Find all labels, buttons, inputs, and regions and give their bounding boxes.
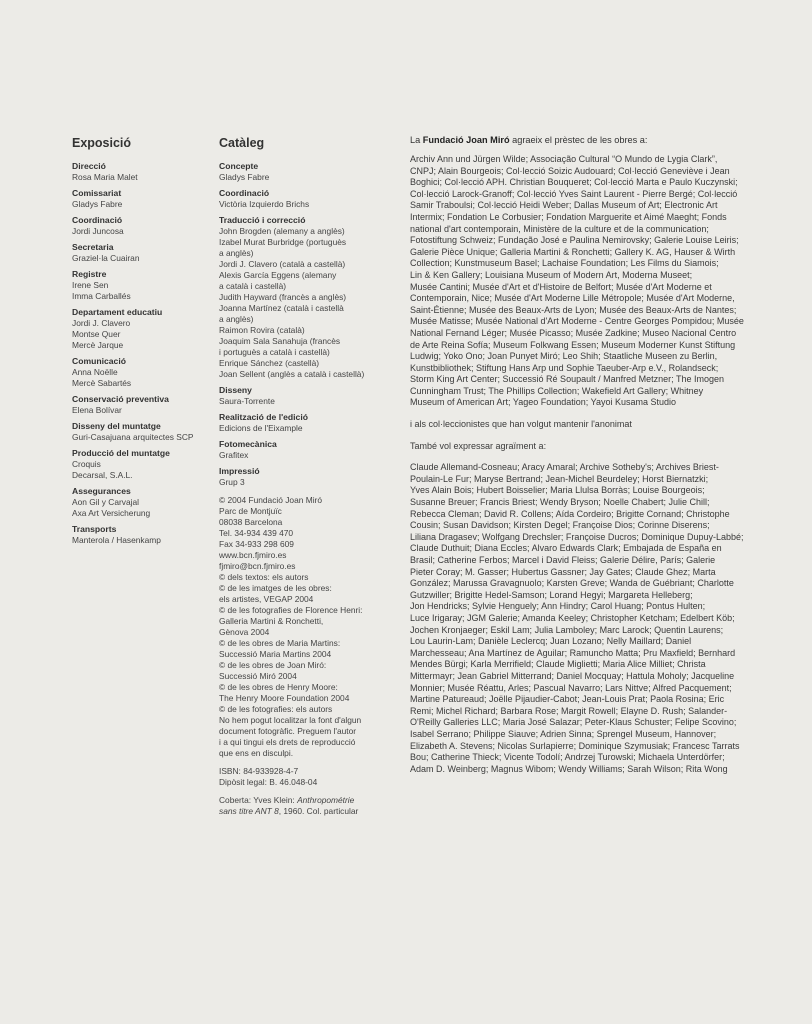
exposicio-section <box>72 524 212 546</box>
exposicio-sections <box>72 161 212 546</box>
thanks-line: Poulain-Le Fur; Maryse Bertrand; Jean-Michel Beurdeley; Horst Biernatzki; <box>410 473 709 484</box>
exposicio-section-label: Secretaria <box>72 242 114 252</box>
thanks-line: Remi; Michel Richard; Barbara Rose; Margit Rowell; Elayne D. Rush; Salander- <box>410 705 728 716</box>
cataleg-section-label: Disseny <box>219 385 252 395</box>
lenders-line: Cunningham Trust; The Phillips Collection; Wakefield Art Gallery; Whitney <box>410 385 704 396</box>
copyright-line: © de les imatges de les obres: <box>219 583 332 593</box>
cover-credit-prefix: Coberta: Yves Klein: <box>219 795 298 805</box>
thanks-line: Mittermayr; Jean Gabriel Mitterrand; Daniel Mocquay; Hattula Moholy; Jacqueline <box>410 670 735 681</box>
exposicio-section-label: Disseny del muntatge <box>72 421 161 431</box>
exposicio-section-line: Manterola / Hasenkamp <box>72 535 161 545</box>
cataleg-section-line: John Brogden (alemany a anglès) <box>219 226 345 236</box>
lenders-line: Musée Cantini; Musée d'Art et d'Histoire de Belfort; Musée d'Art Moderne et <box>410 281 712 292</box>
exposicio-column <box>72 134 212 551</box>
exposicio-section-line: Gladys Fabre <box>72 199 123 209</box>
cataleg-section-line: i portuguès a català i castellà) <box>219 347 330 357</box>
exposicio-section-line: Axa Art Versicherung <box>72 508 151 518</box>
copyright-block <box>219 495 389 759</box>
copyright-line: que ens en disculpi. <box>219 748 294 758</box>
thanks-line: Rebecca Cleman; David R. Collens; Aída Cordeiro; Brigitte Cornand; Christophe <box>410 508 730 519</box>
cataleg-section-line: a català i castellà) <box>219 281 287 291</box>
thanks-line: Lou Laurin-Lam; Danièle Leclercq; Juan Lozano; Nelly Maillard; Daniel <box>410 636 692 647</box>
lenders-line: Lin & Ken Gallery; Louisiana Museum of Modern Art, Moderna Museet; <box>410 269 693 280</box>
copyright-line: © de les obres de Henry Moore: <box>219 682 338 692</box>
copyright-line: Successió Miró 2004 <box>219 671 297 681</box>
lenders-line: Collection; Kunstmuseum Basel; Lachaise Foundation; Les Films du Siamois; <box>410 258 719 269</box>
exposicio-section-line: Rosa Maria Malet <box>72 172 138 182</box>
thanks-line: Liliana Dragasev; Wolfgang Drechsler; Françoise Ducros; Dominique Dupuy-Labbé; <box>410 531 744 542</box>
exposicio-section-line: Anna Noëlle <box>72 367 118 377</box>
exposicio-section-label: Departament educatiu <box>72 307 163 317</box>
exposicio-section <box>72 356 212 389</box>
diposit-legal: Dipòsit legal: B. 46.048-04 <box>219 777 318 787</box>
lenders-line: Fotostiftung Schweiz; Fundação José e Paulina Nemirovsky; Galerie Louise Leiris; <box>410 235 739 246</box>
lenders-line: CNPJ; Alain Bourgeois; Col·lecció Soizic Audouard; Col·lecció Geneviève i Jean <box>410 165 730 176</box>
cataleg-section-line: Joan Sellent (anglès a català i castellà) <box>219 369 365 379</box>
thanks-line: Mendes Bürgi; Karla Merrifield; Claude Miglietti; Maria Alice Milliet; Christa <box>410 659 706 670</box>
cataleg-section-line: Edicions de l'Eixample <box>219 423 303 433</box>
exposicio-section-line: Montse Quer <box>72 329 121 339</box>
thanks-line: Claude Allemand-Cosneau; Aracy Amaral; Archive Sotheby's; Archives Briest- <box>410 462 719 473</box>
cover-work-title-1: Anthropométrie <box>297 795 355 805</box>
cataleg-section-line: a anglès) <box>219 248 254 258</box>
cataleg-section-line: Izabel Murat Burbridge (portuguès <box>219 237 347 247</box>
thanks-paragraph <box>410 462 778 775</box>
lenders-line: Galerie Pièce Unique; Galleria Martini & Ronchetti; Gallery K. AG, Hauser & Wirth <box>410 246 736 257</box>
exposicio-section-label: Conservació preventiva <box>72 394 169 404</box>
lenders-line: Museum of American Art; Yageo Foundation; Yayoi Kusama Studio <box>410 397 676 408</box>
exposicio-section <box>72 394 212 416</box>
copyright-line: © de les fotografies de Florence Henri: <box>219 605 363 615</box>
cataleg-section-line: Grafitex <box>219 450 249 460</box>
thanks-line: Isabel Serrano; Philippe Siauve; Adrien Sinna; Sprengel Museum, Hannover; <box>410 728 717 739</box>
copyright-line: els artistes, VEGAP 2004 <box>219 594 314 604</box>
acknowledgements-intro <box>410 134 778 146</box>
copyright-line: Successió Maria Martins 2004 <box>219 649 332 659</box>
lenders-line: Kunstbibliothek; Stiftung Hans Arp und Sophie Taeuber-Arp e.V., Rolandseck; <box>410 362 719 373</box>
anonymous-collectors: i als col·leccionistes que han volgut mantenir l'anonimat <box>410 419 632 430</box>
thanks-line: Pieter Coray; M. Gasser; Hubertus Gassner; Jay Gates; Claude Ghez; Marta <box>410 566 716 577</box>
exposicio-section-label: Comissariat <box>72 188 122 198</box>
lenders-line: Boghici; Col·lecció APH. Christian Bouqueret; Col·lecció Marta e Paulo Kuczynski; <box>410 177 738 188</box>
lenders-line: Col·lecció Larock-Granoff; Col·lecció Yves Saint Laurent - Pierre Bergé; Col·lecció <box>410 188 738 199</box>
exposicio-section-line: Mercè Jarque <box>72 340 124 350</box>
copyright-line: © de les obres de Maria Martins: <box>219 638 341 648</box>
cataleg-section-line: Jordi J. Clavero (català a castellà) <box>219 259 346 269</box>
copyright-line: document fotogràfic. Preguem l'autor <box>219 726 357 736</box>
cataleg-section <box>219 439 389 461</box>
cataleg-section-line: Grup 3 <box>219 477 245 487</box>
acknowledgements-column <box>410 134 778 775</box>
cataleg-section <box>219 188 389 210</box>
thanks-line: González; Marussa Gravagnuolo; Karsten Greve; Wanda de Guébriant; Charlotte <box>410 578 734 589</box>
cataleg-section-label: Impressió <box>219 466 260 476</box>
cataleg-section <box>219 161 389 183</box>
exposicio-section <box>72 269 212 302</box>
lenders-line: de Arte Reina Sofía; Museum Folkwang Essen; Museum Moderner Kunst Stiftung <box>410 339 736 350</box>
lenders-line: national d'art contemporain, Ministère de la culture et de la communication; <box>410 223 709 234</box>
copyright-line: © de les obres de Joan Miró: <box>219 660 327 670</box>
lenders-line: National Fernand Léger; Musée Picasso; Musée Zadkine; Museo Nacional Centro <box>410 327 737 338</box>
thanks-line: Yves Alain Bois; Hubert Boisselier; Maria Llulsa Borràs; Louise Bourgeois; <box>410 485 705 496</box>
exposicio-section-label: Producció del muntatge <box>72 448 170 458</box>
exposicio-section-label: Comunicació <box>72 356 126 366</box>
thanks-line: Luce Irigaray; JGM Galerie; Amanda Keeley; Christopher Ketcham; Edelbert Köb; <box>410 612 735 623</box>
exposicio-section-line: Mercè Sabartés <box>72 378 132 388</box>
lenders-line: Intermix; Fondation Le Corbusier; Fondation Marguerite et Aimé Maeght; Fonds <box>410 211 727 222</box>
cataleg-section-line: Joanna Martínez (català i castellà <box>219 303 344 313</box>
thanks-line: Brasil; Catherine Ferbos; Marcel i David Fleiss; Galerie Délire, París; Galerie <box>410 555 716 565</box>
exposicio-section-label: Coordinació <box>72 215 123 225</box>
copyright-line: The Henry Moore Foundation 2004 <box>219 693 350 703</box>
cover-work-title-2: sans titre ANT 8 <box>219 806 279 816</box>
copyright-line: Galleria Martini & Ronchetti, <box>219 616 324 626</box>
intro-prefix: La <box>410 135 423 145</box>
exposicio-section <box>72 448 212 481</box>
cataleg-sections <box>219 161 389 488</box>
cataleg-section <box>219 385 389 407</box>
cataleg-section-line: Judith Hayward (francès a anglès) <box>219 292 347 302</box>
cataleg-section-line: Gladys Fabre <box>219 172 270 182</box>
copyright-line: Fax 34-933 298 609 <box>219 539 294 549</box>
copyright-line: © 2004 Fundació Joan Miró <box>219 495 323 505</box>
cover-credit-suffix: , 1960. Col. particular <box>278 806 359 816</box>
also-thanks-heading: També vol expressar agraïment a: <box>410 440 547 451</box>
cataleg-column <box>219 134 389 817</box>
copyright-line: Tel. 34-934 439 470 <box>219 528 294 538</box>
cataleg-section-label: Fotomecànica <box>219 439 277 449</box>
cataleg-section <box>219 412 389 434</box>
exposicio-section <box>72 188 212 210</box>
exposicio-section-line: Aon Gil y Carvajal <box>72 497 140 507</box>
thanks-line: Claude Duthuit; Diana Eccles; Alvaro Edwards Clark; Embajada de España en <box>410 543 722 554</box>
thanks-line: Cousin; Susan Davidson; Kirsten Degel; Françoise Dios; Corinne Diserens; <box>410 520 710 531</box>
exposicio-section-line: Decarsal, S.A.L. <box>72 470 133 480</box>
cataleg-section-line: Raimon Rovira (català) <box>219 325 305 335</box>
copyright-line: 08038 Barcelona <box>219 517 283 527</box>
cataleg-section-line: Alexis García Eggens (alemany <box>219 270 337 280</box>
cataleg-section-line: Saura-Torrente <box>219 396 275 406</box>
cataleg-section <box>219 466 389 488</box>
lenders-line: Archiv Ann und Jürgen Wilde; Associação Cultural “O Mundo de Lygia Clark”, <box>410 154 718 164</box>
cataleg-title: Catàleg <box>219 136 265 150</box>
lenders-line: Saint-Étienne; Musée des Beaux-Arts de Lyon; Musée des Beaux-Arts de Nantes; <box>410 304 737 315</box>
lenders-line: Ludwig; Yoko Ono; Joan Punyet Miró; Leo Shih; Staatliche Museen zu Berlin, <box>410 351 718 362</box>
copyright-line: © dels textos: els autors <box>219 572 309 582</box>
exposicio-section <box>72 242 212 264</box>
lenders-line: Contemporain, Nice; Musée d'Art Moderne Lille Métropole; Musée d'Art Moderne, <box>410 293 735 304</box>
exposicio-section-label: Assegurances <box>72 486 131 496</box>
exposicio-section <box>72 161 212 183</box>
thanks-line: Susanne Breuer; Francis Briest; Wendy Bryson; Noelle Chabert; Julie Chill; <box>410 497 710 508</box>
exposicio-section <box>72 486 212 519</box>
copyright-line: www.bcn.fjmiro.es <box>219 550 287 560</box>
intro-suffix: agraeix el prèstec de les obres a: <box>509 135 648 145</box>
cataleg-section-label: Coordinació <box>219 188 270 198</box>
copyright-line: Parc de Montjuïc <box>219 506 282 516</box>
exposicio-section-line: Irene Sen <box>72 280 109 290</box>
cataleg-section-line: Enrique Sánchez (castellà) <box>219 358 320 368</box>
isbn: ISBN: 84-933928-4-7 <box>219 766 299 776</box>
thanks-line: Bou; Catherine Thieck; Vicente Todolí; Andrzej Turowski; Michaela Unterdörfer; <box>410 752 725 763</box>
isbn-block <box>219 766 389 788</box>
thanks-line: Elizabeth A. Stevens; Nicolas Surlapierre; Dominique Szymusiak; Francesc Tarrats <box>410 740 740 751</box>
cataleg-section-label: Concepte <box>219 161 259 171</box>
cover-credit <box>219 795 389 817</box>
lenders-line: Storm King Art Center; Successió Ré Soupault / Manfred Metzner; The Imogen <box>410 374 724 385</box>
cataleg-section-line: Victòria Izquierdo Brichs <box>219 199 310 209</box>
lenders-line: Samir Traboulsi; Col·lecció Heidi Weber; Dallas Museum of Art; Electronic Art <box>410 200 718 211</box>
cataleg-section <box>219 215 389 380</box>
exposicio-section-line: Jordi Juncosa <box>72 226 124 236</box>
intro-foundation-name: Fundació Joan Miró <box>422 135 510 145</box>
exposicio-section <box>72 215 212 237</box>
cover-credit-line-2 <box>219 806 389 817</box>
exposicio-section-line: Elena Bolívar <box>72 405 122 415</box>
exposicio-section-line: Graziel·la Cuairan <box>72 253 140 263</box>
copyright-line: No hem pogut localitzar la font d'algun <box>219 715 362 725</box>
cataleg-section-line: Joaquim Sala Sanahuja (francès <box>219 336 341 346</box>
lenders-line: Musée Matisse; Musée National d'Art Moderne - Centre Georges Pompidou; Musée <box>410 316 744 327</box>
copyright-line: fjmiro@bcn.fjmiro.es <box>219 561 296 571</box>
exposicio-section-line: Imma Carballés <box>72 291 131 301</box>
copyright-line: Gènova 2004 <box>219 627 270 637</box>
cataleg-section-line: a anglès) <box>219 314 254 324</box>
thanks-line: Jon Hendricks; Sylvie Henguely; Ann Hindry; Carol Huang; Pontus Hulten; <box>410 601 706 612</box>
exposicio-section-line: Jordi J. Clavero <box>72 318 131 328</box>
exposicio-section <box>72 307 212 351</box>
copyright-line: © de les fotografies: els autors <box>219 704 333 714</box>
thanks-line: Martine Patureaud; Joëlle Pijaudier-Cabot; Jean-Louis Prat; Paola Rosina; Eric <box>410 694 725 705</box>
exposicio-section-label: Registre <box>72 269 107 279</box>
copyright-line: i a qui tingui els drets de reproducció <box>219 737 356 747</box>
lenders-paragraph <box>410 154 778 409</box>
thanks-line: Adam D. Weinberg; Magnus Wibom; Wendy Williams; Sarah Wilson; Rita Wong <box>410 763 728 774</box>
thanks-line: Monnier; Musée Réattu, Arles; Pascual Navarro; Lars Nittve; Alfred Pacquement; <box>410 682 732 693</box>
exposicio-section-line: Guri-Casajuana arquitectes SCP <box>72 432 194 442</box>
exposicio-section-label: Transports <box>72 524 117 534</box>
exposicio-section <box>72 421 212 443</box>
cataleg-section-label: Realització de l'edició <box>219 412 308 422</box>
exposicio-title: Exposició <box>72 136 132 150</box>
cataleg-section-label: Traducció i correcció <box>219 215 306 225</box>
exposicio-section-label: Direcció <box>72 161 106 171</box>
thanks-line: O'Reilly Galleries LLC; Maria José Salazar; Peter-Klaus Schuster; Felipe Scovino; <box>410 717 737 728</box>
thanks-line: Marchesseau; Ana Martínez de Aguilar; Ramuncho Matta; Pru Maxfield; Bernhard <box>410 647 736 658</box>
thanks-line: Gutzwiller; Brigitte Hedel-Samson; Lorand Hegyi; Margareta Helleberg; <box>410 589 693 600</box>
cover-credit-line-1 <box>219 795 389 806</box>
exposicio-section-line: Croquis <box>72 459 101 469</box>
thanks-line: Jochen Kronjaeger; Eskil Lam; Julia Lamboley; Marc Larock; Quentin Laurens; <box>410 624 724 635</box>
